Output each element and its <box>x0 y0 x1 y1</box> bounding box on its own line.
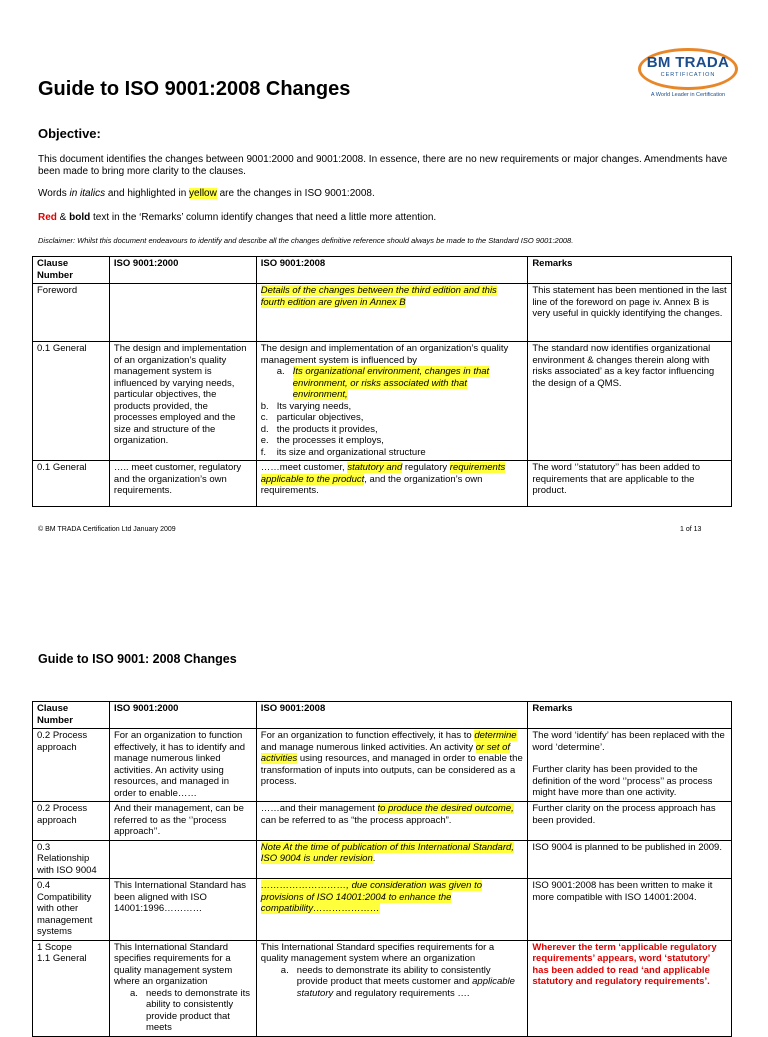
table-row <box>33 729 732 802</box>
remarks-cell: Further clarity on the process approach has been provided. <box>528 802 732 841</box>
table-header-row <box>33 257 732 284</box>
logo-tagline: A World Leader in Certification <box>650 92 726 98</box>
new-cell: ………………………, due consideration was given to provisions of ISO 14001:2004 to enhance the compatibility………………… <box>256 879 528 941</box>
list-item: e. the processes it employs, <box>260 435 384 446</box>
header-clause: Clause Number <box>33 702 110 729</box>
changes-table-2 <box>32 701 732 1037</box>
list-item: f. its size and organizational structure <box>260 446 426 458</box>
remarks-cell: The word ‘identify’ has been replaced with the word ‘determine’. Further clarity has been provided to the definition of the word ‘’process’’ as process might have more than one activity. <box>528 729 732 802</box>
table-row <box>33 461 732 507</box>
footer-page-number: 1 of 13 <box>680 526 702 533</box>
header-new: ISO 9001:2008 <box>256 702 528 729</box>
new-cell: Note At the time of publication of this International Standard, ISO 9004 is under revision. <box>256 840 528 879</box>
clause-cell: 0.3 Relationship with ISO 9004 <box>33 840 110 879</box>
new-cell: ……and their management to produce the desired outcome, can be referred to as “the process approach”. <box>256 802 528 841</box>
list-item: a. Its organizational environment, changes in that environment, or risks associated with that environment, <box>276 366 490 400</box>
legend-red-line: Red & bold text in the ‘Remarks’ column identify changes that need a little more attention. <box>38 212 437 223</box>
clause-cell: 0.1 General <box>33 342 110 461</box>
table-header-row <box>33 702 732 729</box>
remarks-cell: ISO 9001:2008 has been written to make it more compatible with ISO 14001:2004. <box>528 879 732 941</box>
new-cell: The design and implementation of an organization’s quality management system is influenced by a. Its organizational environment, changes in that environment, or risks associated with that environment, b. Its varying needs, c. particular objectives, d. the products it provides, e. the processes it employs, f. its size and organizational structure <box>256 342 528 461</box>
page-title: Guide to ISO 9001:2008 Changes <box>38 78 351 100</box>
remarks-cell: The word ‘’statutory’’ has been added to requirements that are applicable to the product. <box>528 461 732 507</box>
factor-list <box>261 366 524 458</box>
old-cell <box>109 284 256 342</box>
logo-subtitle: CERTIFICATION <box>660 72 716 78</box>
old-cell <box>109 840 256 879</box>
list-item: a. needs to demonstrate its ability to consistently provide product that meets customer and applicable statutory and regulatory requirements …. <box>280 964 515 999</box>
list-item: a. needs to demonstrate its ability to consistently provide product that meets <box>129 987 250 1033</box>
disclaimer: Disclaimer: Whilst this document endeavours to identify and describe all the changes definitive reference should always be made to the Standard ISO 9001:2008. <box>38 236 574 245</box>
footer-copyright: © BM TRADA Certification Ltd January 2009 <box>38 526 176 533</box>
old-cell: This International Standard has been aligned with ISO 14001:1996………… <box>109 879 256 941</box>
changes-table-1 <box>32 256 732 507</box>
list-item: d. the products it provides, <box>260 423 378 435</box>
header-old: ISO 9001:2000 <box>109 702 256 729</box>
objective-heading: Objective: <box>38 126 101 141</box>
list-item: c. particular objectives, <box>260 412 364 423</box>
new-cell: For an organization to function effectively, it has to determine and manage numerous linked activities. An activity or set of activities using resources, and managed in order to enable the transformation of inputs into outputs, can be considered as a process. <box>256 729 528 802</box>
new-cell: ……meet customer, statutory and regulatory requirements applicable to the product, and the organization’s own requirements. <box>256 461 528 507</box>
legend-italics-line: Words in italics and highlighted in yellow are the changes in ISO 9001:2008. <box>38 188 375 199</box>
table-row <box>33 284 732 342</box>
remarks-cell: The standard now identifies organizational environment & changes therein along with risks associated’ as a key factor influencing the design of a QMS. <box>528 342 732 461</box>
clause-cell: Foreword <box>33 284 110 342</box>
header-remarks: Remarks <box>528 702 732 729</box>
header-remarks: Remarks <box>528 257 732 284</box>
old-cell: For an organization to function effectively, it has to identify and manage numerous linked activities. An activity using resources, and managed in order to enable…… <box>109 729 256 802</box>
table-row <box>33 342 732 461</box>
page-2-title: Guide to ISO 9001: 2008 Changes <box>38 652 237 666</box>
intro-paragraph: This document identifies the changes between 9001:2000 and 9001:2008. In essence, there are no new requirements or major changes. Amendments have been made to bring more clarity to the clauses. <box>38 154 728 177</box>
logo-name: BM TRADA <box>646 54 730 71</box>
clause-cell: 0.4 Compatibility with other management systems <box>33 879 110 941</box>
new-cell: This International Standard specifies requirements for a quality management system where an organization a. needs to demonstrate its ability to consistently provide product that meets customer and applicable statutory and regulatory requirements …. <box>256 940 528 1036</box>
table-row <box>33 840 732 879</box>
header-clause: Clause Number <box>33 257 110 284</box>
remarks-cell: Wherever the term ‘applicable regulatory requirements’ appears, word ‘statutory’ has been added to read ‘and applicable statutory and regulatory requirements’. <box>528 940 732 1036</box>
clause-cell: 0.2 Process approach <box>33 802 110 841</box>
old-cell: This International Standard specifies requirements for a quality management system where an organization a. needs to demonstrate its ability to consistently provide product that meets <box>109 940 256 1036</box>
old-cell: And their management, can be referred to as the ‘’process approach’’. <box>109 802 256 841</box>
old-cell: The design and implementation of an organization’s quality management system is influenced by varying needs, particular objectives, the products provided, the processes employed and the size and structure of the organization. <box>109 342 256 461</box>
bm-trada-logo <box>636 44 740 102</box>
header-old: ISO 9001:2000 <box>109 257 256 284</box>
table-row <box>33 940 732 1036</box>
header-new: ISO 9001:2008 <box>256 257 528 284</box>
new-cell: Details of the changes between the third edition and this fourth edition are given in Annex B <box>256 284 528 342</box>
table-row <box>33 802 732 841</box>
old-cell: ….. meet customer, regulatory and the organization’s own requirements. <box>109 461 256 507</box>
remarks-cell: This statement has been mentioned in the last line of the foreword on page iv. Annex B is very useful in quickly identifying the changes. <box>528 284 732 342</box>
clause-cell: 0.1 General <box>33 461 110 507</box>
remarks-cell: ISO 9004 is planned to be published in 2009. <box>528 840 732 879</box>
clause-cell: 0.2 Process approach <box>33 729 110 802</box>
table-row <box>33 879 732 941</box>
clause-cell: 1 Scope 1.1 General <box>33 940 110 1036</box>
list-item: b. Its varying needs, <box>260 400 352 412</box>
